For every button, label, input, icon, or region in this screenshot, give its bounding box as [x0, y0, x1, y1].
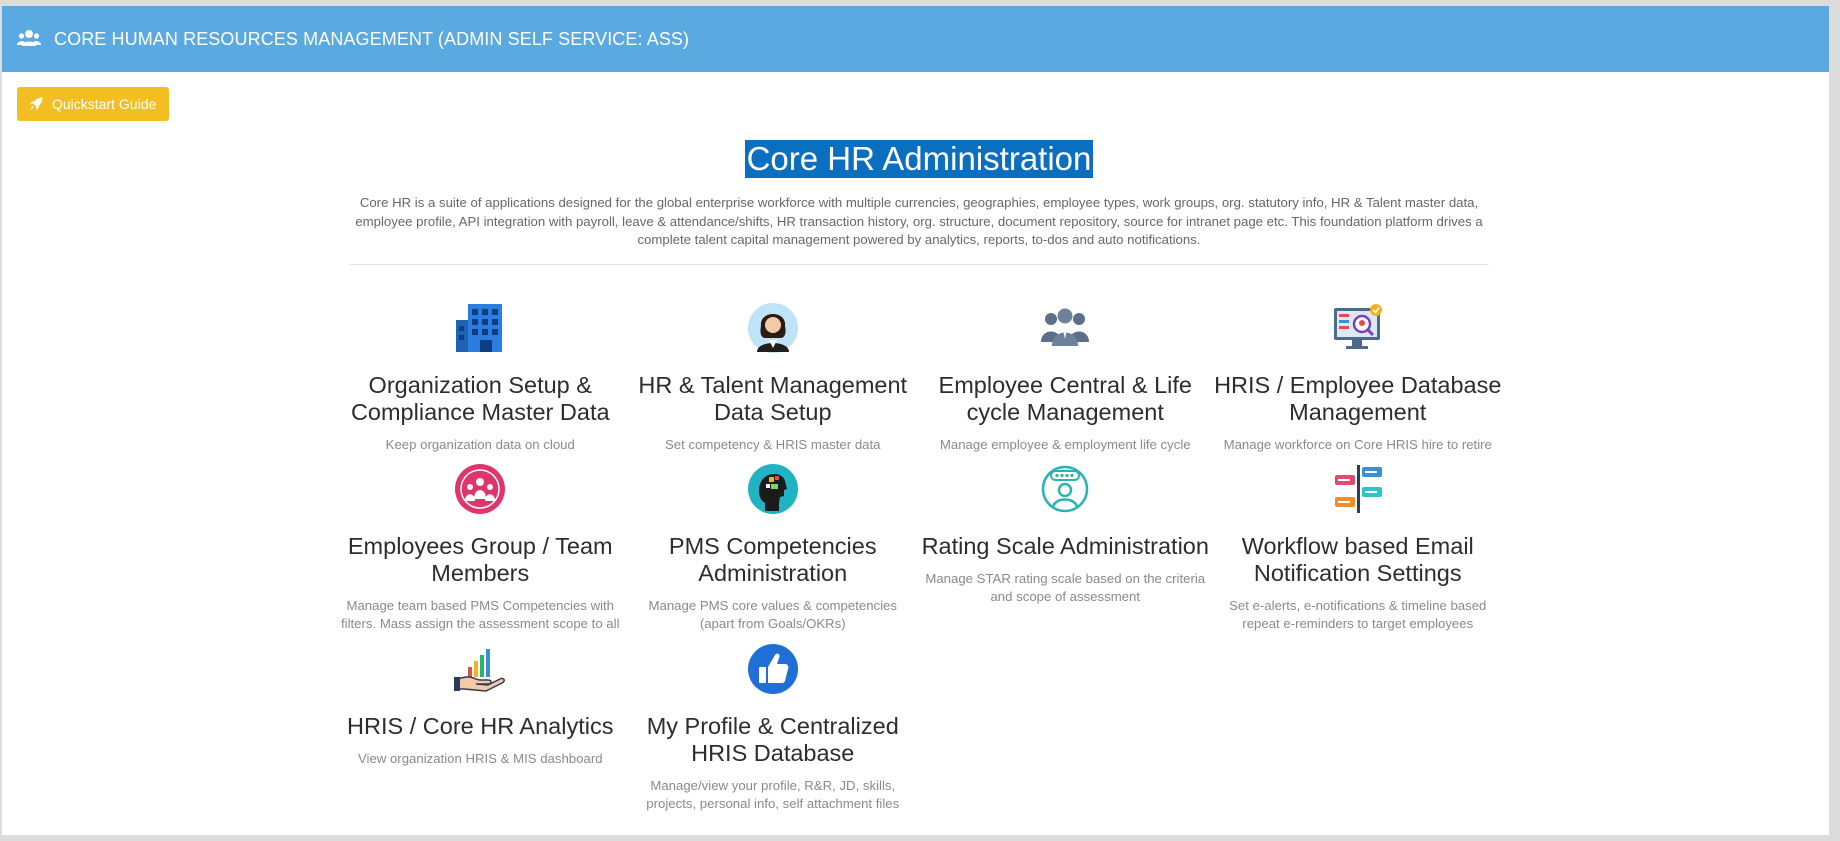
module-card-workflow-email[interactable] — [1212, 463, 1505, 643]
module-card-hris-analytics[interactable] — [334, 643, 627, 823]
head-profile-icon — [747, 463, 799, 515]
divider — [349, 264, 1489, 265]
main-panel — [2, 6, 1829, 835]
building-icon — [454, 302, 506, 354]
module-card-organization-setup[interactable] — [334, 302, 627, 463]
thumbs-up-icon — [747, 643, 799, 695]
module-subtitle: Manage PMS core values & competencies (apart from Goals/OKRs) — [648, 598, 897, 631]
module-title: PMS Competencies Administration — [668, 533, 877, 586]
module-title: Rating Scale Administration — [921, 533, 1209, 559]
module-card-employee-central[interactable] — [919, 302, 1212, 463]
module-card-rating-scale[interactable] — [919, 463, 1212, 643]
module-title: My Profile & Centralized HRIS Database — [646, 713, 899, 766]
module-title: HRIS / Core HR Analytics — [347, 713, 614, 739]
module-title: Organization Setup & Compliance Master Data — [350, 372, 610, 425]
module-subtitle: Manage STAR rating scale based on the criteria and scope of assessment — [925, 571, 1206, 604]
rating-person-icon — [1039, 463, 1091, 515]
module-grid — [334, 302, 1504, 823]
module-title: Employees Group / Team Members — [347, 533, 613, 586]
module-subtitle: Manage team based PMS Competencies with filters. Mass assign the assessment scope to all — [340, 598, 620, 631]
content-area — [340, 134, 1502, 811]
module-subtitle: Set competency & HRIS master data — [665, 437, 881, 452]
employee-group-icon — [454, 463, 506, 515]
module-subtitle: Keep organization data on cloud — [385, 437, 575, 452]
rocket-icon — [29, 97, 43, 111]
module-subtitle: View organization HRIS & MIS dashboard — [357, 751, 603, 766]
module-card-my-profile[interactable] — [627, 643, 920, 823]
module-title: HRIS / Employee Database Management — [1214, 372, 1502, 425]
module-subtitle: Manage workforce on Core HRIS hire to retire — [1223, 437, 1492, 452]
module-subtitle: Set e-alerts, e-notifications & timeline based repeat e-reminders to target employees — [1229, 598, 1487, 631]
module-subtitle: Manage employee & employment life cycle — [939, 437, 1191, 452]
module-card-employees-group[interactable] — [334, 463, 627, 643]
module-card-hris-employee-db[interactable] — [1212, 302, 1505, 463]
analytics-hand-icon — [454, 643, 506, 695]
module-subtitle: Manage/view your profile, R&R, JD, skills, projects, personal info, self attachment files — [646, 778, 900, 811]
woman-avatar-icon — [747, 302, 799, 354]
page-title: Core HR Administration — [746, 140, 1092, 177]
page-header — [2, 6, 1829, 72]
module-card-pms-competencies[interactable] — [627, 463, 920, 643]
quickstart-label: Quickstart Guide — [52, 96, 157, 112]
users-icon — [17, 28, 41, 50]
module-title: HR & Talent Management Data Setup — [638, 372, 908, 425]
monitor-search-icon — [1332, 302, 1384, 354]
team-group-icon — [1039, 302, 1091, 354]
module-title: Employee Central & Life cycle Management — [938, 372, 1192, 425]
page-description: Core HR is a suite of applications designed for the global enterprise workforce with multiple currencies, geographies, employee types, work groups, org. statutory info, HR & Talent master data, employee profile, API integration with payroll, leave & attendance/shifts, HR transaction history, org. structure, document repository, source for intranet page etc. This foundation platform drives a complete talent capital management powered by analytics, reports, to-dos and auto notifications. — [355, 195, 1483, 247]
header-title: CORE HUMAN RESOURCES MANAGEMENT (ADMIN SELF SERVICE: ASS) — [54, 28, 690, 49]
module-title: Workflow based Email Notification Settings — [1241, 533, 1474, 586]
quickstart-guide-button[interactable] — [17, 87, 169, 121]
workflow-icon — [1332, 463, 1384, 515]
module-card-hr-talent[interactable] — [627, 302, 920, 463]
